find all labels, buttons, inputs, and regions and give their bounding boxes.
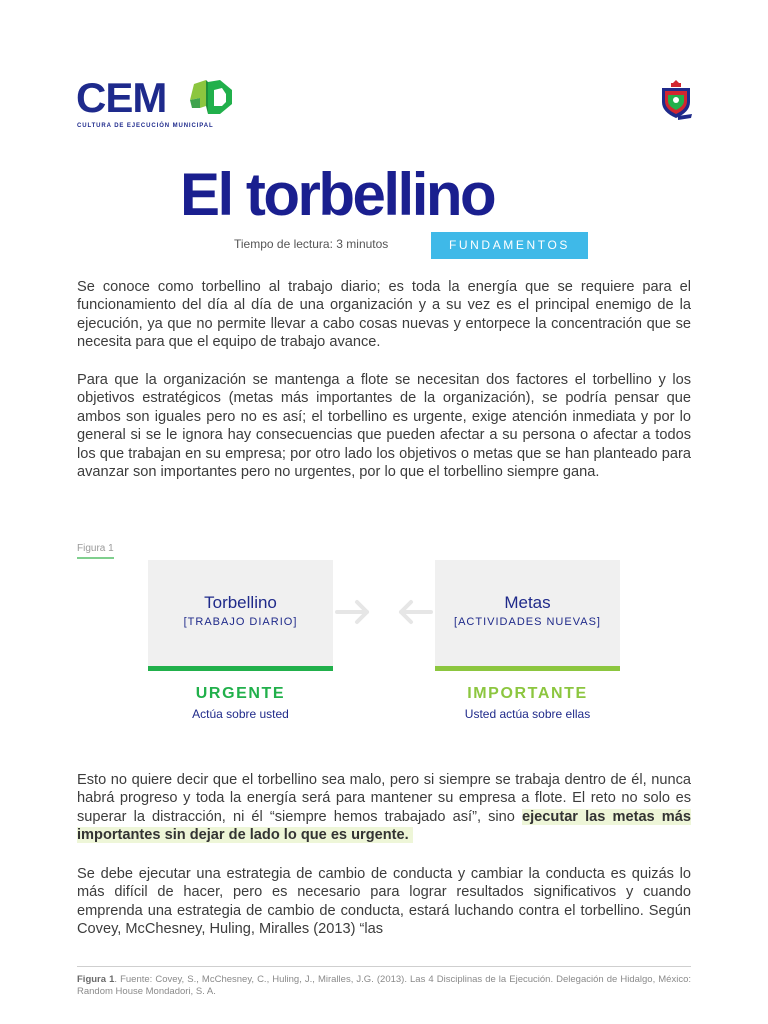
importante-description: Usted actúa sobre ellas — [464, 707, 591, 721]
urgente-label: URGENTE — [195, 685, 286, 702]
torbellino-box — [148, 560, 333, 671]
category-badge: FUNDAMENTOS — [431, 232, 588, 259]
figure-footnote — [77, 974, 691, 998]
logo-text: CEM — [76, 74, 167, 121]
opposing-arrows-icon — [333, 592, 435, 632]
logo-tagline: CULTURA DE EJECUCIÓN MUNICIPAL — [77, 123, 214, 129]
cem-4d-mark-icon — [186, 78, 236, 118]
figure-label: Figura 1 — [77, 543, 114, 559]
footnote-label: Figura 1 — [77, 974, 115, 985]
cem-logo — [76, 74, 246, 134]
metas-box — [435, 560, 620, 671]
metas-subtitle: [ACTIVIDADES NUEVAS] — [454, 616, 601, 628]
metas-title: Metas — [504, 593, 551, 612]
torbellino-subtitle: [TRABAJO DIARIO] — [183, 616, 298, 628]
paragraph-3-text: Esto no quiere decir que el torbellino sea malo, pero si siempre se trabaja dentro de él, nunca habrá progreso y toda la energía será para mantener su empresa a flote. El reto no solo es superar la distracción, ni él “siempre hemos trabajado así”, sino — [77, 772, 691, 825]
municipal-crest-icon — [658, 78, 694, 120]
paragraph-1: Se conoce como torbellino al trabajo diario; es toda la energía que se requiere para el funcionamiento del día al día de una organización y a su vez es el principal enemigo de la ejecución, ya que no permite llevar a cabo cosas nuevas y entorpece la concentración que se necesita para que el equipo de trabajo avance. — [77, 279, 691, 351]
importante-label: IMPORTANTE — [467, 685, 588, 702]
reading-time: Tiempo de lectura: 3 minutos — [234, 237, 389, 251]
key-phrase-period: . — [404, 827, 409, 844]
key-phrase-text: ejecutar las metas más importantes sin dejar de lado lo que es urgente — [77, 808, 691, 844]
paragraph-3 — [77, 771, 691, 845]
footnote-text: . Fuente: Covey, S., McChesney, C., Huling, J., Miralles, J.G. (2013). Las 4 Disciplinas de la Ejecución. Delegación de Hidalgo, México: Random House Mondadori, S. A. — [77, 974, 691, 997]
urgente-description: Actúa sobre usted — [192, 707, 289, 721]
paragraph-4: Se debe ejecutar una estrategia de cambio de conducta y cambiar la conducta es quizás lo más difícil de hacer, pero es necesario para lograr resultados significativos y cuando emprenda una estrategia de cambio de conducta, estará luchando contra el torbellino. Según Covey, McChesney, Huling, Miralles (2013) “las — [77, 866, 691, 938]
torbellino-title: Torbellino — [204, 593, 277, 612]
paragraph-2: Para que la organización se mantenga a flote se necesitan dos factores el torbellino y los objetivos estratégicos (metas más importantes de la organización), se podría pensar que ambos son iguales pero no es así; el torbellino es urgente, exige atención inmediata y por lo general si se le ignora hay consecuencias que pueden afectar a su persona o afectar a todos los que trabajan en su empresa; por otro lado los objetivos o metas que se han planteado para avanzar son importantes pero no urgentes, por lo que el torbellino siempre gana. — [77, 372, 691, 481]
page-title: El torbellino — [180, 161, 495, 228]
footer-divider — [77, 966, 691, 967]
